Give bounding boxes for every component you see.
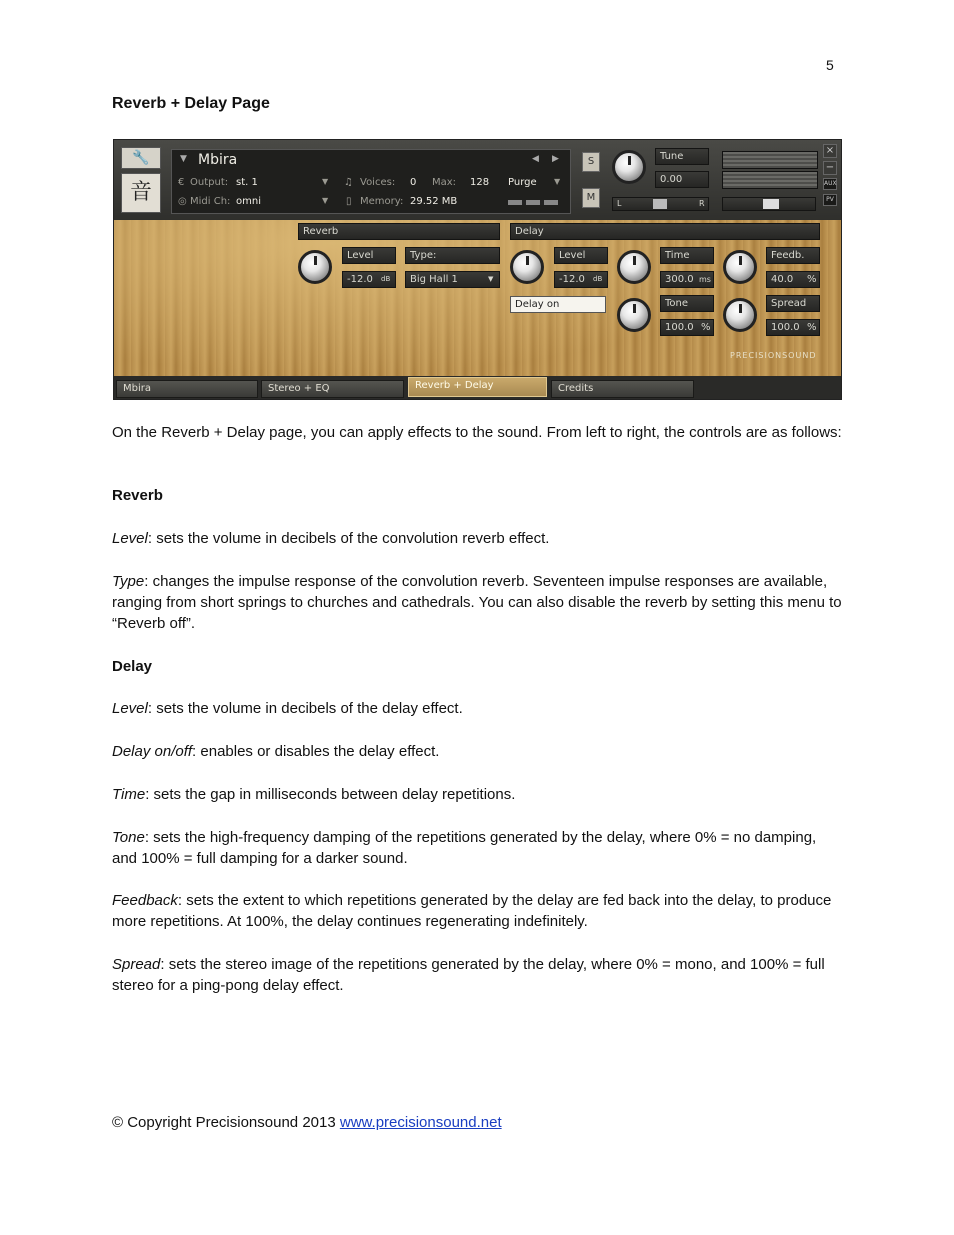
wrench-icon[interactable]: 🔧: [121, 147, 161, 169]
page-heading: Reverb + Delay Page: [112, 95, 270, 112]
prev-instrument-icon[interactable]: ◀: [532, 154, 539, 164]
term: Tone: [112, 829, 145, 846]
term: Feedback: [112, 892, 178, 909]
volume-slider[interactable]: [722, 197, 816, 211]
delay-section-header: [510, 223, 820, 240]
tone-label: Tone: [665, 298, 689, 309]
spread-label: Spread: [771, 298, 807, 309]
time-value: 300.0: [665, 274, 694, 285]
copyright-text: © Copyright Precisionsound 2013: [112, 1114, 340, 1131]
term: Level: [112, 700, 148, 717]
tune-value-box[interactable]: [655, 171, 709, 188]
type-label: Type:: [410, 250, 437, 261]
pv-button[interactable]: PV: [823, 194, 837, 206]
reverb-section-label: Reverb: [303, 226, 339, 237]
tone-unit: %: [701, 322, 711, 333]
max-value[interactable]: 128: [470, 177, 490, 188]
reverb-type-item: [112, 571, 842, 634]
time-label: Time: [665, 250, 690, 261]
brand-logo: PRECISIONSOUND: [730, 351, 817, 360]
description: : sets the gap in milliseconds between delay repetitions.: [145, 786, 516, 803]
feedback-value-box[interactable]: [766, 271, 820, 288]
purge-label[interactable]: Purge: [508, 177, 537, 188]
tab-stereo-eq[interactable]: Stereo + EQ: [261, 380, 404, 398]
spread-unit: %: [807, 322, 817, 333]
tone-knob[interactable]: [617, 298, 651, 332]
feedback-knob[interactable]: [723, 250, 757, 284]
spread-value-box[interactable]: [766, 319, 820, 336]
solo-button[interactable]: S: [582, 152, 600, 172]
tab-reverb-delay[interactable]: Reverb + Delay: [408, 377, 547, 397]
type-label-box: [405, 247, 500, 264]
aux-button[interactable]: AUX: [823, 178, 837, 190]
delay-spread-item: [112, 954, 842, 996]
reverb-level-knob[interactable]: [298, 250, 332, 284]
tune-label-box: [655, 148, 709, 165]
delay-onoff-item: [112, 741, 842, 762]
reverb-section-header: [298, 223, 500, 240]
description: : sets the extent to which repetitions generated by the delay are fed back into the delay, to produce more repetitions. At 100%, the delay continues regenerating indefinitely.: [112, 892, 832, 930]
feedback-value: 40.0: [771, 274, 794, 285]
delay-level-knob[interactable]: [510, 250, 544, 284]
output-dropdown-icon[interactable]: ▼: [322, 177, 329, 186]
spread-knob[interactable]: [723, 298, 757, 332]
website-link[interactable]: www.precisionsound.net: [339, 1114, 502, 1131]
delay-time-item: [112, 784, 842, 805]
delay-on-button[interactable]: Delay on: [510, 296, 606, 313]
time-unit: ms: [699, 275, 711, 284]
page-number: 5: [826, 57, 834, 73]
tune-label: Tune: [660, 151, 684, 162]
voices-value: 0: [410, 177, 417, 188]
delay-level-label: Level: [559, 250, 586, 261]
tone-label-box: [660, 295, 714, 312]
midi-icon: ◎: [178, 196, 187, 207]
footer: [112, 1114, 502, 1131]
instrument-header-box: [171, 149, 571, 214]
output-label: Output:: [190, 177, 229, 188]
reverb-level-unit: dB: [381, 275, 391, 283]
description: : sets the stereo image of the repetitions generated by the delay, where 0% = mono, and 100% = full stereo for a ping-pong delay effect.: [112, 956, 825, 994]
term: Level: [112, 530, 148, 547]
midi-dropdown-icon[interactable]: ▼: [322, 196, 329, 205]
close-icon[interactable]: ×: [823, 144, 837, 158]
spread-value: 100.0: [771, 322, 800, 333]
voices-icon: ♫: [344, 177, 353, 188]
tab-mbira[interactable]: Mbira: [116, 380, 258, 398]
pan-right-label: R: [699, 199, 705, 208]
volume-handle[interactable]: [763, 199, 779, 209]
delay-level-item: [112, 698, 842, 719]
reverb-level-value-box[interactable]: [342, 271, 396, 288]
description: : sets the volume in decibels of the convolution reverb effect.: [147, 530, 550, 547]
term: Type: [112, 573, 145, 590]
chevron-down-icon: ▼: [488, 275, 494, 283]
purge-dropdown-icon[interactable]: ▼: [554, 177, 561, 186]
pan-handle[interactable]: [653, 199, 667, 209]
delay-level-label-box: [554, 247, 608, 264]
voices-label: Voices:: [360, 177, 396, 188]
delay-heading: Delay: [112, 658, 153, 675]
output-icon: €: [178, 177, 185, 188]
delay-level-value: -12.0: [559, 274, 585, 285]
tone-value: 100.0: [665, 322, 694, 333]
term: Delay on/off: [112, 743, 193, 760]
midi-label: Midi Ch:: [190, 196, 231, 207]
time-label-box: [660, 247, 714, 264]
reverb-type-value: Big Hall 1: [410, 274, 458, 285]
feedback-label-box: [766, 247, 820, 264]
reverb-level-item: [112, 528, 842, 549]
pan-slider[interactable]: [612, 197, 709, 211]
delay-tone-item: [112, 827, 842, 869]
feedback-unit: %: [807, 274, 817, 285]
memory-value: 29.52 MB: [410, 196, 458, 207]
spread-label-box: [766, 295, 820, 312]
midi-value[interactable]: omni: [236, 196, 261, 207]
next-instrument-icon[interactable]: ▶: [552, 154, 559, 164]
delay-level-value-box[interactable]: [554, 271, 608, 288]
reverb-level-label-box: [342, 247, 396, 264]
level-meter-left: [722, 151, 818, 169]
delay-section-label: Delay: [515, 226, 544, 237]
description: : sets the high-frequency damping of the repetitions generated by the delay, where 0% = no damping, and 100% = full damping for a darker sound.: [112, 829, 817, 867]
description: : enables or disables the delay effect.: [192, 743, 440, 760]
chevron-down-icon[interactable]: ▼: [180, 154, 187, 164]
output-value[interactable]: st. 1: [236, 177, 258, 188]
term: Time: [112, 786, 146, 803]
feedback-label: Feedb.: [771, 250, 805, 261]
description: : changes the impulse response of the convolution reverb. Seventeen impulse responses are available, ranging from short springs to churches and cathedrals. You can also disable the reverb by setting this menu to “Reverb off”.: [112, 573, 842, 632]
instrument-logo-icon: 音: [121, 173, 161, 213]
minimize-icon[interactable]: −: [823, 161, 837, 175]
mute-button[interactable]: M: [582, 188, 600, 208]
reverb-heading: Reverb: [112, 487, 163, 504]
memory-icon: ▯: [346, 196, 352, 207]
instrument-name: Mbira: [198, 152, 238, 168]
memory-label: Memory:: [360, 196, 404, 207]
tab-credits[interactable]: Credits: [551, 380, 694, 398]
time-knob[interactable]: [617, 250, 651, 284]
reverb-type-dropdown[interactable]: [405, 271, 500, 288]
reverb-level-label: Level: [347, 250, 374, 261]
max-label: Max:: [432, 177, 457, 188]
level-meter-right: [722, 171, 818, 189]
tone-value-box[interactable]: [660, 319, 714, 336]
reverb-level-value: -12.0: [347, 274, 373, 285]
term: Spread: [112, 956, 161, 973]
tune-knob[interactable]: [612, 150, 646, 184]
delay-level-unit: dB: [593, 275, 603, 283]
delay-feedback-item: [112, 890, 842, 932]
instrument-panel: [113, 139, 842, 400]
time-value-box[interactable]: [660, 271, 714, 288]
description: : sets the volume in decibels of the delay effect.: [147, 700, 463, 717]
tune-value: 0.00: [660, 174, 683, 185]
intro-paragraph: On the Reverb + Delay page, you can apply effects to the sound. From left to right, the controls are as follows:: [112, 424, 842, 441]
pan-left-label: L: [617, 199, 622, 208]
purge-meter: [508, 200, 558, 205]
